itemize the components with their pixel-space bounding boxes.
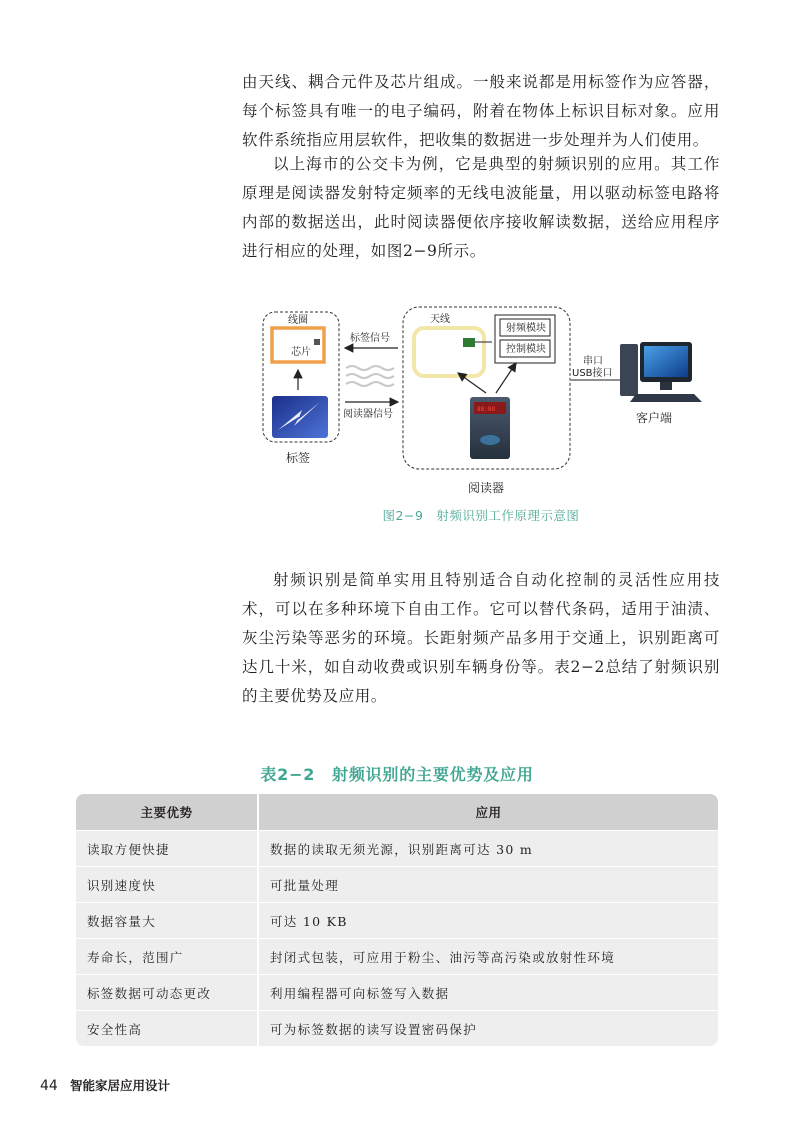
- table-header-row: [76, 794, 718, 830]
- control-module-label: 控制模块: [506, 344, 546, 355]
- figure-caption: 图2−9 射频识别工作原理示意图: [382, 508, 580, 523]
- book-title: 智能家居应用设计: [69, 1078, 170, 1093]
- application-cell: 可为标签数据的读写设置密码保护: [259, 1010, 718, 1046]
- table-row: [76, 1010, 718, 1046]
- reader-signal-label: 阅读器信号: [343, 409, 393, 420]
- page-footer: [40, 1076, 170, 1094]
- tag-label: 标签: [286, 451, 311, 465]
- table-row: [76, 974, 718, 1010]
- table-title: 表2−2 射频识别的主要优势及应用: [260, 765, 534, 784]
- header-advantage: 主要优势: [76, 794, 259, 830]
- reader-to-module-arrow: [496, 363, 516, 393]
- reader-label: 阅读器: [468, 481, 505, 495]
- chip-label: 芯片: [291, 347, 311, 358]
- application-cell: 数据的读取无须光源，识别距离可达 30 m: [259, 830, 718, 866]
- advantage-cell: 识别速度快: [76, 866, 259, 902]
- paragraph-bus-card: 以上海市的公交卡为例，它是典型的射频识别的应用。其工作原理是阅读器发射特定频率的无线电波能量，用以驱动标签电路将内部的数据送出，此时阅读器便依序接收解读数据，送给应用程序进行相应的处理，如图2−9所示。: [242, 155, 720, 260]
- reader-display-text: 88:88: [477, 406, 496, 413]
- rf-module-label: 射频模块: [506, 323, 546, 334]
- table-row: [76, 830, 718, 866]
- application-cell: 利用编程器可向标签写入数据: [259, 974, 718, 1010]
- client-label: 客户端: [636, 411, 673, 425]
- tag-signal-label: 标签信号: [350, 333, 390, 344]
- radio-wave-icon: [346, 366, 394, 386]
- paragraph-intro: 由天线、耦合元件及芯片组成。一般来说都是用标签作为应答器，每个标签具有唯一的电子编码，附着在物体上标识目标对象。应用软件系统指应用层软件，把收集的数据进一步处理并为人们使用。: [242, 73, 720, 149]
- antenna-shape: [414, 328, 484, 376]
- tag-card-icon: [272, 396, 328, 438]
- paragraph-rfid-summary: 射频识别是简单实用且特别适合自动化控制的灵活性应用技术，可以在多种环境下自由工作。它可以替代条码，适用于油渍、灰尘污染等恶劣的环境。长距射频产品多用于交通上，识别距离可达几十米，如自动收费或识别车辆身份等。表2−2总结了射频识别的主要优势及应用。: [242, 571, 720, 705]
- rfid-advantages-table: [76, 794, 718, 1046]
- serial-label: 串口: [583, 356, 603, 367]
- advantage-cell: 数据容量大: [76, 902, 259, 938]
- application-cell: 封闭式包装，可应用于粉尘、油污等高污染或放射性环境: [259, 938, 718, 974]
- table-row: [76, 902, 718, 938]
- application-cell: 可达 10 KB: [259, 902, 718, 938]
- rfid-diagram: [258, 302, 714, 502]
- reader-card-icon: [480, 435, 500, 445]
- usb-label: USB接口: [572, 368, 613, 379]
- antenna-connector: [463, 338, 475, 347]
- advantage-cell: 安全性高: [76, 1010, 259, 1046]
- advantage-cell: 标签数据可动态更改: [76, 974, 259, 1010]
- antenna-label: 天线: [430, 314, 450, 325]
- coil-label: 线圈: [288, 315, 308, 326]
- advantage-cell: 寿命长，范围广: [76, 938, 259, 974]
- table-row: [76, 938, 718, 974]
- table-row: [76, 866, 718, 902]
- application-cell: 可批量处理: [259, 866, 718, 902]
- header-application: 应用: [259, 794, 718, 830]
- computer-icon: [620, 342, 702, 402]
- page-number: 44: [40, 1078, 58, 1094]
- advantage-cell: 读取方便快捷: [76, 830, 259, 866]
- chip-dot: [314, 339, 320, 345]
